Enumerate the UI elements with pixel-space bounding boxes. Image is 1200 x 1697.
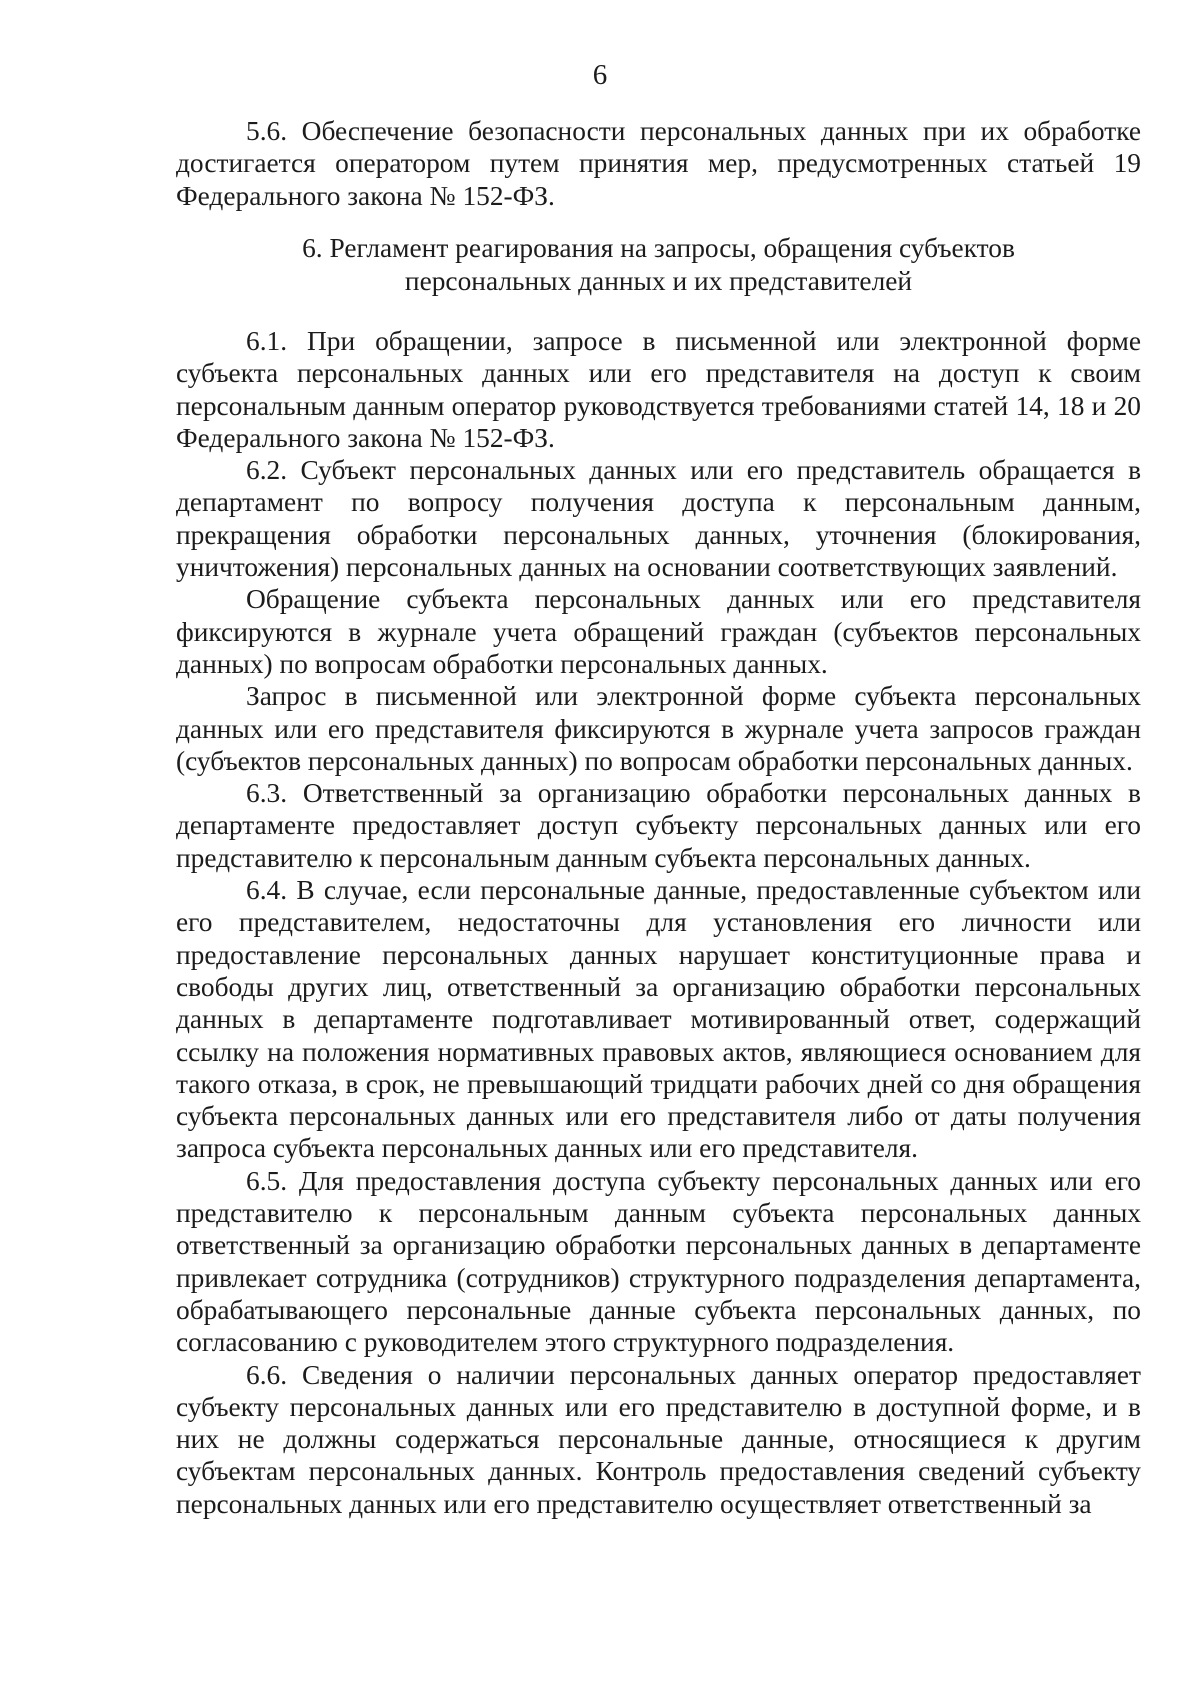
section-heading-line-2: персональных данных и их представителей [404,266,913,296]
paragraph-6-2: 6.2. Субъект персональных данных или его представитель обращается в департамент по вопросу получения доступа к персональным данным, прекращения обработки персональных данных, уточнения (блокирования, уничтожения) персональных данных на основании соответствующих заявлений. [176,455,1141,583]
section-heading [176,232,1141,298]
paragraph-6-5: 6.5. Для предоставления доступа субъекту персональных данных или его представителю к персональным данным субъекта персональных данных ответственный за организацию обработки персональных данных в департаменте привлекает сотрудника (сотрудников) структурного подразделения департамента, обрабатывающего персональные данные субъекта персональных данных, по согласованию с руководителем этого структурного подразделения. [176,1165,1141,1358]
section-6-heading-block [176,232,1141,298]
section-heading-line-1: 6. Регламент реагирования на запросы, обращения субъектов [302,233,1015,263]
paragraph-6-1: 6.1. При обращении, запросе в письменной или электронной форме субъекта персональных данных или его представителя на доступ к своим персональным данным оператор руководствуется требованиями статей 14, 18 и 20 Федерального закона № 152-ФЗ. [176,326,1141,453]
page-number: 6 [592,59,608,91]
paragraph-6-4: 6.4. В случае, если персональные данные, предоставленные субъектом или его представителем, недостаточны для установления его личности или предоставление персональных данных нарушает конституционные права и свободы других лиц, ответственный за организацию обработки персональных данных в департаменте подготавливает мотивированный ответ, содержащий ссылку на положения нормативных правовых актов, являющиеся основанием для такого отказа, в срок, не превышающий тридцати рабочих дней со дня обращения субъекта персональных данных или его представителя либо от даты получения запроса субъекта персональных данных или его представителя. [176,875,1141,1164]
section-6-body [176,325,1141,1520]
paragraph-6-6: 6.6. Сведения о наличии персональных данных оператор предоставляет субъекту персональных данных или его представителю в доступной форме, и в них не должны содержаться персональные данные, относящиеся к другим субъектам персональных данных. Контроль предоставления сведений субъекту персональных данных или его представителю осуществляет ответственный за [176,1359,1141,1519]
paragraph-6-2-request: Запрос в письменной или электронной форме субъекта персональных данных или его представителя фиксируются в журнале учета запросов граждан (субъектов персональных данных) по вопросам обработки персональных данных. [176,681,1141,776]
paragraph-5-6: 5.6. Обеспечение безопасности персональных данных при их обработке достигается оператором путем принятия мер, предусмотренных статьей 19 Федерального закона № 152-ФЗ. [176,116,1141,211]
paragraph-6-3: 6.3. Ответственный за организацию обработки персональных данных в департаменте предоставляет доступ субъекту персональных данных или его представителю к персональным данным субъекта персональных данных. [176,778,1141,873]
section-5-block [176,115,1141,212]
paragraph-6-2-appeal: Обращение субъекта персональных данных или его представителя фиксируются в журнале учета обращений граждан (субъектов персональных данных) по вопросам обработки персональных данных. [176,584,1141,679]
